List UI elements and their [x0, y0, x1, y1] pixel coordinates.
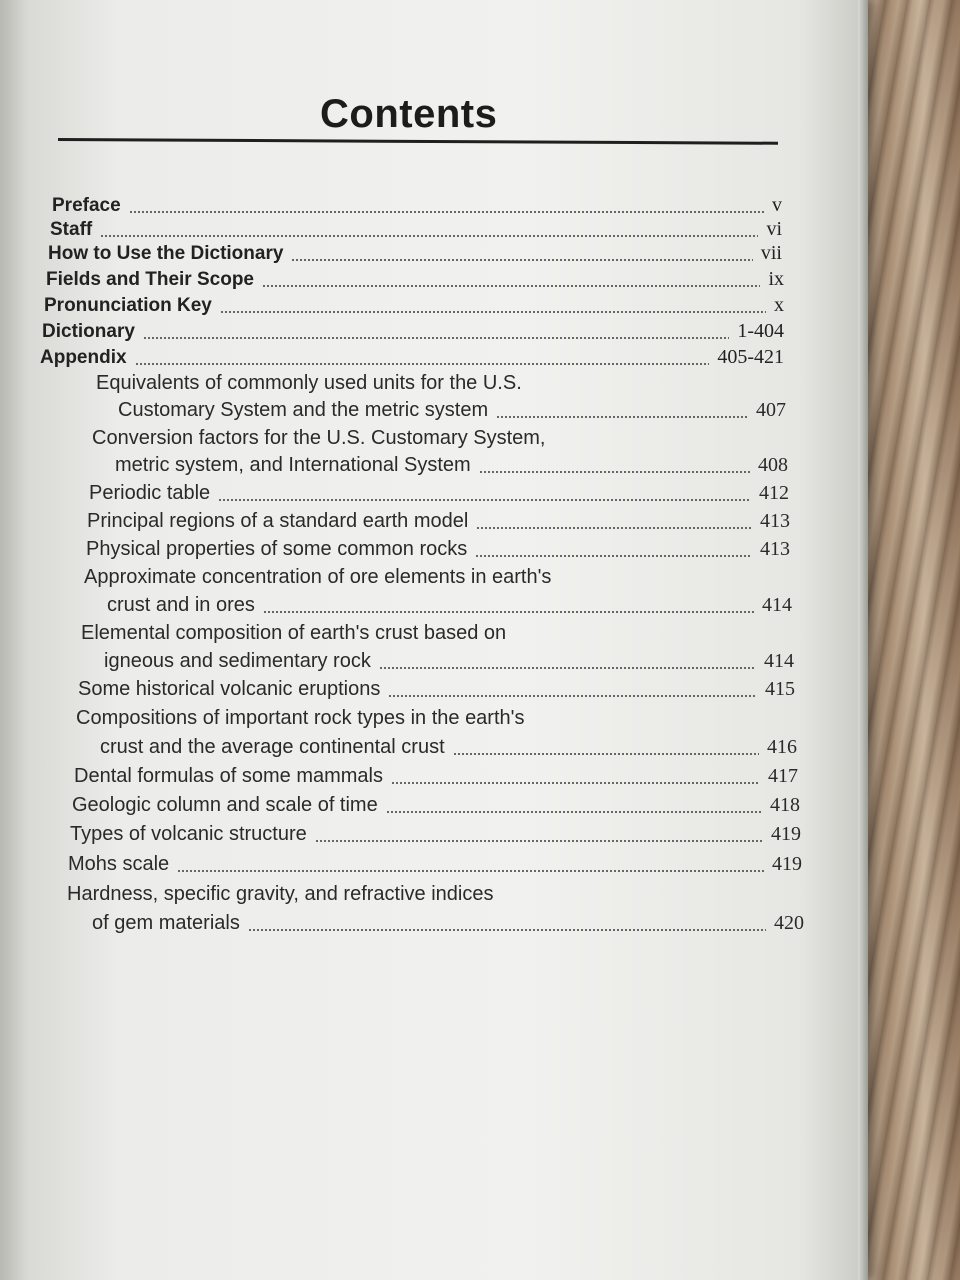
- toc-page-number: 418: [770, 794, 800, 816]
- leader-dots: [218, 499, 751, 501]
- toc-entry-label: Geologic column and scale of time: [72, 794, 378, 816]
- toc-entry-label: Fields and Their Scope: [46, 269, 254, 290]
- toc-page-number: 1-404: [737, 320, 784, 342]
- toc-page-number: 413: [760, 538, 790, 560]
- toc-page-number: v: [772, 194, 782, 216]
- toc-entry-label: of gem materials: [92, 912, 240, 934]
- leader-dots: [248, 929, 766, 931]
- toc-entry-label: Principal regions of a standard earth model: [87, 510, 469, 532]
- toc-entry-label: How to Use the Dictionary: [48, 243, 284, 264]
- toc-entry-appendix-item: [107, 594, 792, 618]
- toc-entry-how-to-use: [48, 242, 782, 266]
- toc-entry-appendix-item: [68, 853, 802, 877]
- toc-entry-preface: [52, 194, 782, 218]
- toc-entry-label: Dental formulas of some mammals: [74, 765, 383, 787]
- toc-entry-appendix-item: [70, 823, 801, 847]
- toc-page-number: 412: [759, 482, 789, 504]
- toc-page-number: ix: [768, 268, 784, 290]
- toc-entry-label: metric system, and International System: [115, 454, 471, 476]
- toc-entry-appendix-item: [92, 912, 804, 936]
- leader-dots: [220, 311, 766, 313]
- toc-entry-appendix-item: [74, 765, 798, 789]
- toc-page-number: 419: [772, 853, 802, 875]
- toc-entry-appendix-item: [72, 794, 800, 818]
- toc-entry-label: Dictionary: [42, 321, 135, 342]
- toc-entry-appendix-item: [86, 538, 790, 562]
- toc-entry-dictionary: [42, 320, 784, 344]
- toc-entry-label: Appendix: [40, 347, 127, 368]
- toc-entry-label: Periodic table: [89, 482, 211, 504]
- leader-dots: [177, 870, 764, 872]
- leader-dots: [315, 840, 763, 842]
- toc-page-number: 419: [771, 823, 801, 845]
- toc-entry-label: Pronunciation Key: [44, 295, 212, 316]
- leader-dots: [391, 782, 760, 784]
- leader-dots: [143, 337, 729, 339]
- toc-entry-first-line: Approximate concentration of ore elements in earth's: [84, 566, 552, 588]
- toc-page-number: 420: [774, 912, 804, 934]
- toc-entry-label: Staff: [50, 219, 93, 240]
- toc-entry-appendix-item: [89, 482, 789, 506]
- toc-entry-first-line: Equivalents of commonly used units for the U.S.: [96, 372, 522, 394]
- leader-dots: [291, 259, 752, 261]
- toc-entry-appendix-item: [78, 678, 795, 702]
- leader-dots: [100, 235, 758, 237]
- toc-entry-first-line: Hardness, specific gravity, and refractive indices: [67, 883, 494, 905]
- leader-dots: [263, 611, 754, 613]
- toc-entry-appendix-item: [100, 736, 797, 760]
- leader-dots: [135, 363, 710, 365]
- leader-dots: [379, 667, 756, 669]
- toc-page-number: x: [774, 294, 784, 316]
- toc-page-number: 413: [760, 510, 790, 532]
- toc-entry-appendix-item: [118, 399, 786, 423]
- toc-entry-fields: [46, 268, 784, 292]
- toc-entry-label: crust and the average continental crust: [100, 736, 445, 758]
- toc-entry-first-line: Elemental composition of earth's crust based on: [81, 622, 507, 644]
- leader-dots: [479, 471, 750, 473]
- leader-dots: [386, 811, 762, 813]
- toc-entry-label: Physical properties of some common rocks: [86, 538, 468, 560]
- toc-page-number: 416: [767, 736, 797, 758]
- leader-dots: [475, 555, 752, 557]
- toc-page-number: 414: [762, 594, 792, 616]
- toc-page-number: 415: [765, 678, 795, 700]
- toc-page-number: 407: [756, 399, 786, 421]
- toc-page-number: vi: [766, 218, 782, 240]
- leader-dots: [129, 211, 764, 213]
- toc-entry-label: Mohs scale: [68, 853, 170, 875]
- toc-entry-label: crust and in ores: [107, 594, 255, 616]
- toc-entry-appendix: [40, 346, 784, 370]
- leader-dots: [453, 753, 759, 755]
- toc-page-number: 408: [758, 454, 788, 476]
- toc-entry-appendix-item: [87, 510, 790, 534]
- toc-entry-appendix-item: [115, 454, 788, 478]
- leader-dots: [496, 416, 748, 418]
- page-title: Contents: [320, 92, 498, 136]
- toc-page-number: 417: [768, 765, 798, 787]
- toc-entry-first-line: Conversion factors for the U.S. Customary System,: [92, 427, 546, 449]
- leader-dots: [388, 695, 757, 697]
- leader-dots: [262, 285, 760, 287]
- toc-page-number: 405-421: [717, 346, 784, 368]
- toc-page-number: vii: [760, 242, 782, 264]
- toc-entry-label: Types of volcanic structure: [70, 823, 307, 845]
- toc-entry-label: Preface: [52, 195, 121, 216]
- toc-entry-pronunciation: [44, 294, 784, 318]
- toc-entry-label: Some historical volcanic eruptions: [78, 678, 381, 700]
- toc-entry-first-line: Compositions of important rock types in the earth's: [76, 707, 525, 729]
- toc-entry-label: igneous and sedimentary rock: [104, 650, 371, 672]
- toc-entry-appendix-item: [104, 650, 794, 674]
- leader-dots: [476, 527, 752, 529]
- toc-page-number: 414: [764, 650, 794, 672]
- toc-entry-staff: [50, 218, 782, 242]
- toc-entry-label: Customary System and the metric system: [118, 399, 489, 421]
